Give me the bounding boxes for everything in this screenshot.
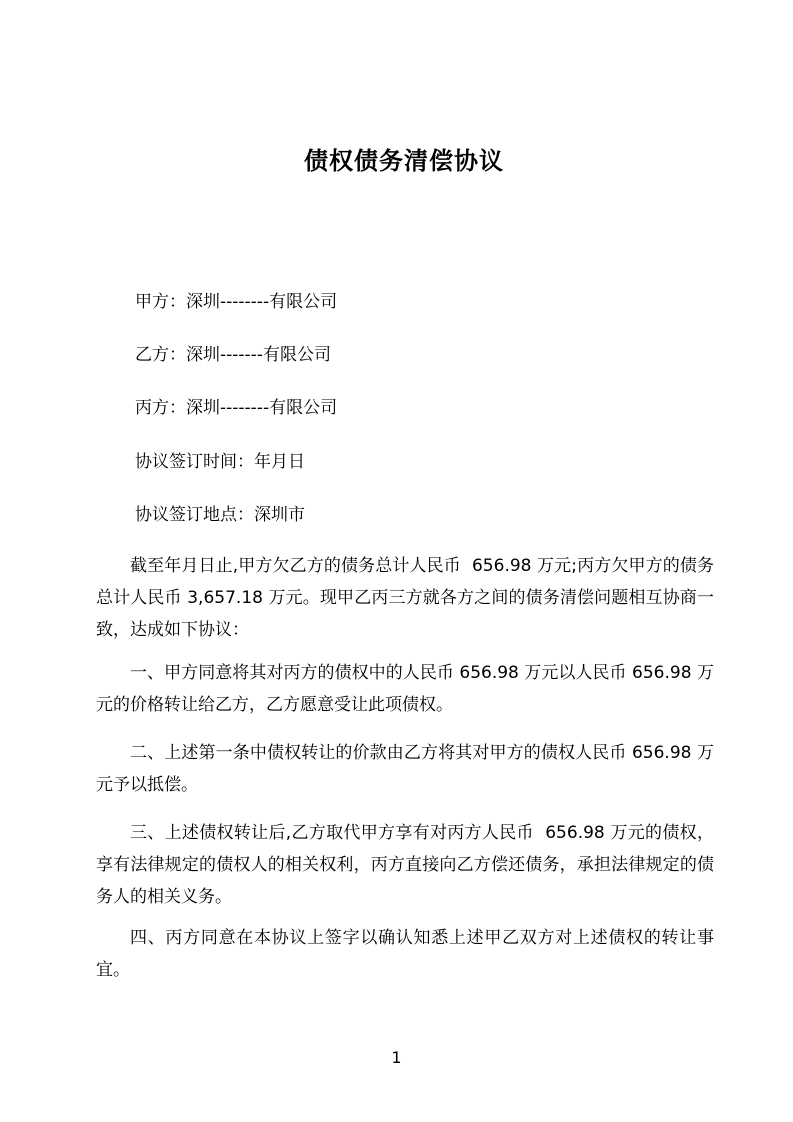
party-a-line: 甲方：深圳--------有限公司 [135, 292, 338, 312]
party-b-line: 乙方：深圳-------有限公司 [135, 345, 331, 365]
party-c-line: 丙方：深圳--------有限公司 [135, 398, 338, 418]
clause-3-paragraph: 三、上述债权转让后,乙方取代甲方享有对丙方人民币 656.98 万元的债权，享有法律规定的债权人的相关权利，丙方直接向乙方偿还债务，承担法律规定的债务人的相关义务。 [96, 823, 714, 907]
intro-paragraph: 截至年月日止,甲方欠乙方的债务总计人民币 656.98 万元;丙方欠甲方的债务总计人民币 3,657.18 万元。现甲乙丙三方就各方之间的债务清偿问题相互协商一致，达成如下协议： [96, 556, 714, 640]
clause-1-paragraph: 一、甲方同意将其对丙方的债权中的人民币 656.98 万元以人民币 656.98 万元的价格转让给乙方，乙方愿意受让此项债权。 [96, 663, 714, 715]
clause-4-paragraph: 四、丙方同意在本协议上签字以确认知悉上述甲乙双方对上述债权的转让事宜。 [96, 928, 714, 980]
page-number: 1 [391, 1048, 402, 1067]
document-title: 债权债务清偿协议 [304, 147, 504, 175]
signing-place-line: 协议签订地点：深圳市 [135, 505, 305, 525]
clause-2-paragraph: 二、上述第一条中债权转让的价款由乙方将其对甲方的债权人民币 656.98 万元予以抵偿。 [96, 743, 714, 795]
signing-time-line: 协议签订时间：年月日 [135, 452, 305, 472]
